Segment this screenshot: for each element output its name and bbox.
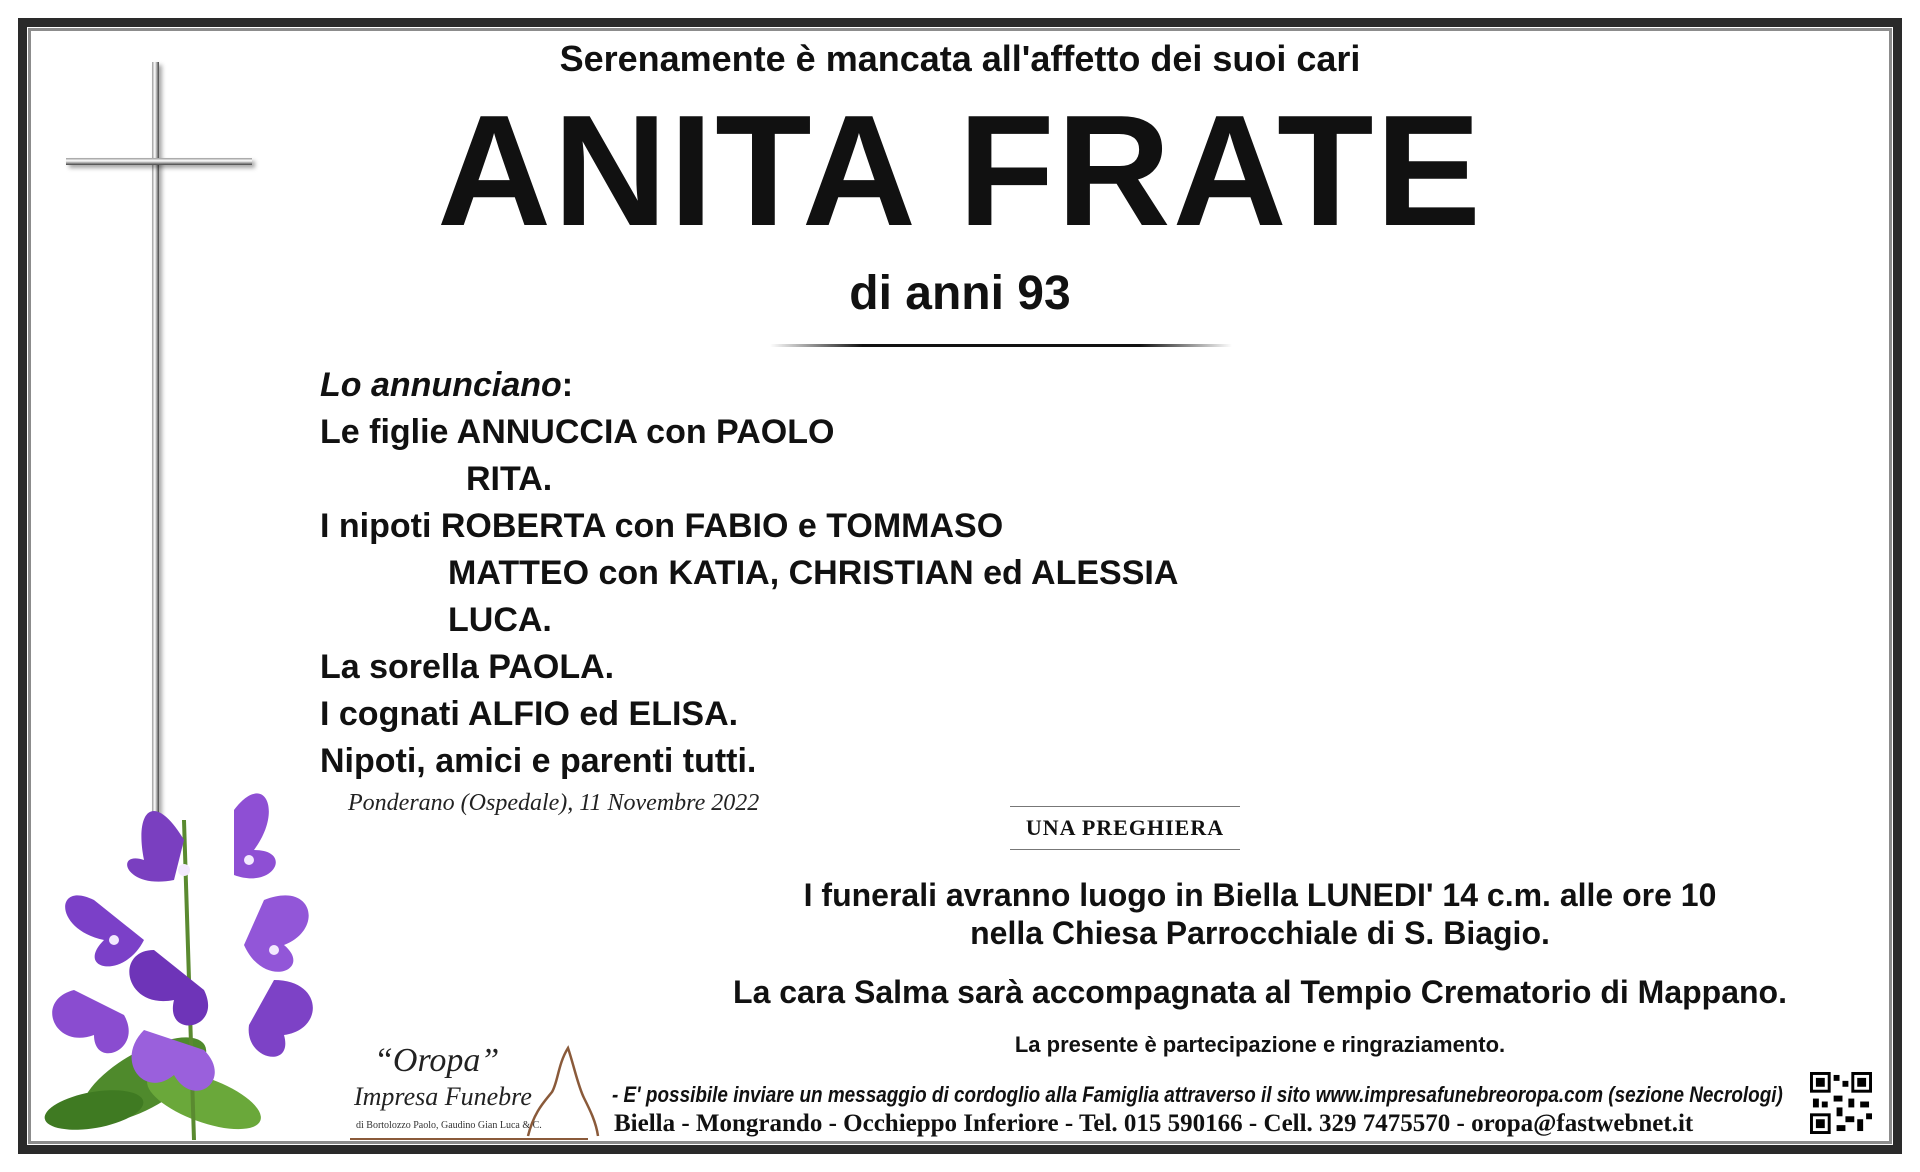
funeral-line: I funerali avranno luogo in Biella LUNEDI' 14 c.m. alle ore 10 [803,877,1717,913]
contact-line: Biella - Mongrando - Occhieppo Inferiore - Tel. 015 590166 - Cell. 329 7475570 - oropa@fastwebnet.it [614,1110,1694,1137]
cremation-line: La cara Salma sarà accompagnata al Tempio Crematorio di Mappano. [733,974,1787,1010]
funeral-details [600,876,1920,952]
logo-line2: Impresa Funebre [354,1082,532,1111]
thanks-line: La presente è partecipazione e ringraziamento. [1014,1032,1506,1057]
logo-line1: “Oropa” [374,1042,500,1079]
prayer-label: UNA PREGHIERA [1010,806,1240,850]
announcement-line: I cognati ALFIO ed ELISA. [320,695,739,733]
funeral-line: nella Chiesa Parrocchiale di S. Biagio. [970,915,1550,951]
announcement-line: RITA. [466,460,553,498]
condolence-info: - E' possibile inviare un messaggio di cordoglio alla Famiglia attraverso il sito www.impresafunebreoropa.com (sezione Necrologi) [612,1082,1783,1107]
place-date: Ponderano (Ospedale), 11 Novembre 2022 [348,790,760,816]
announcement-line: La sorella PAOLA. [320,648,615,686]
announcement-line: Nipoti, amici e parenti tutti. [320,742,757,780]
funeral-home-logo [340,1042,600,1142]
announcement-line: Le figlie ANNUCCIA con PAOLO [320,413,835,451]
announcement-heading: Lo annunciano: [320,366,574,404]
logo-line3: di Bortolozzo Paolo, Gaudino Gian Luca & C. [356,1120,542,1131]
announcement-line: I nipoti ROBERTA con FABIO e TOMMASO [320,507,1004,545]
deceased-name: ANITA FRATE [437,83,1483,259]
logo-underline [350,1138,588,1140]
mountain-logo-icon [524,1042,600,1138]
announcement-line: LUCA. [448,601,552,639]
intro-text: Serenamente è mancata all'affetto dei suoi cari [559,38,1361,79]
qr-code-icon [1810,1072,1872,1134]
announcement-block [320,362,1178,785]
age-text: di anni 93 [849,267,1071,320]
announcement-line: MATTEO con KATIA, CHRISTIAN ed ALESSIA [448,554,1179,592]
divider [770,344,1232,347]
